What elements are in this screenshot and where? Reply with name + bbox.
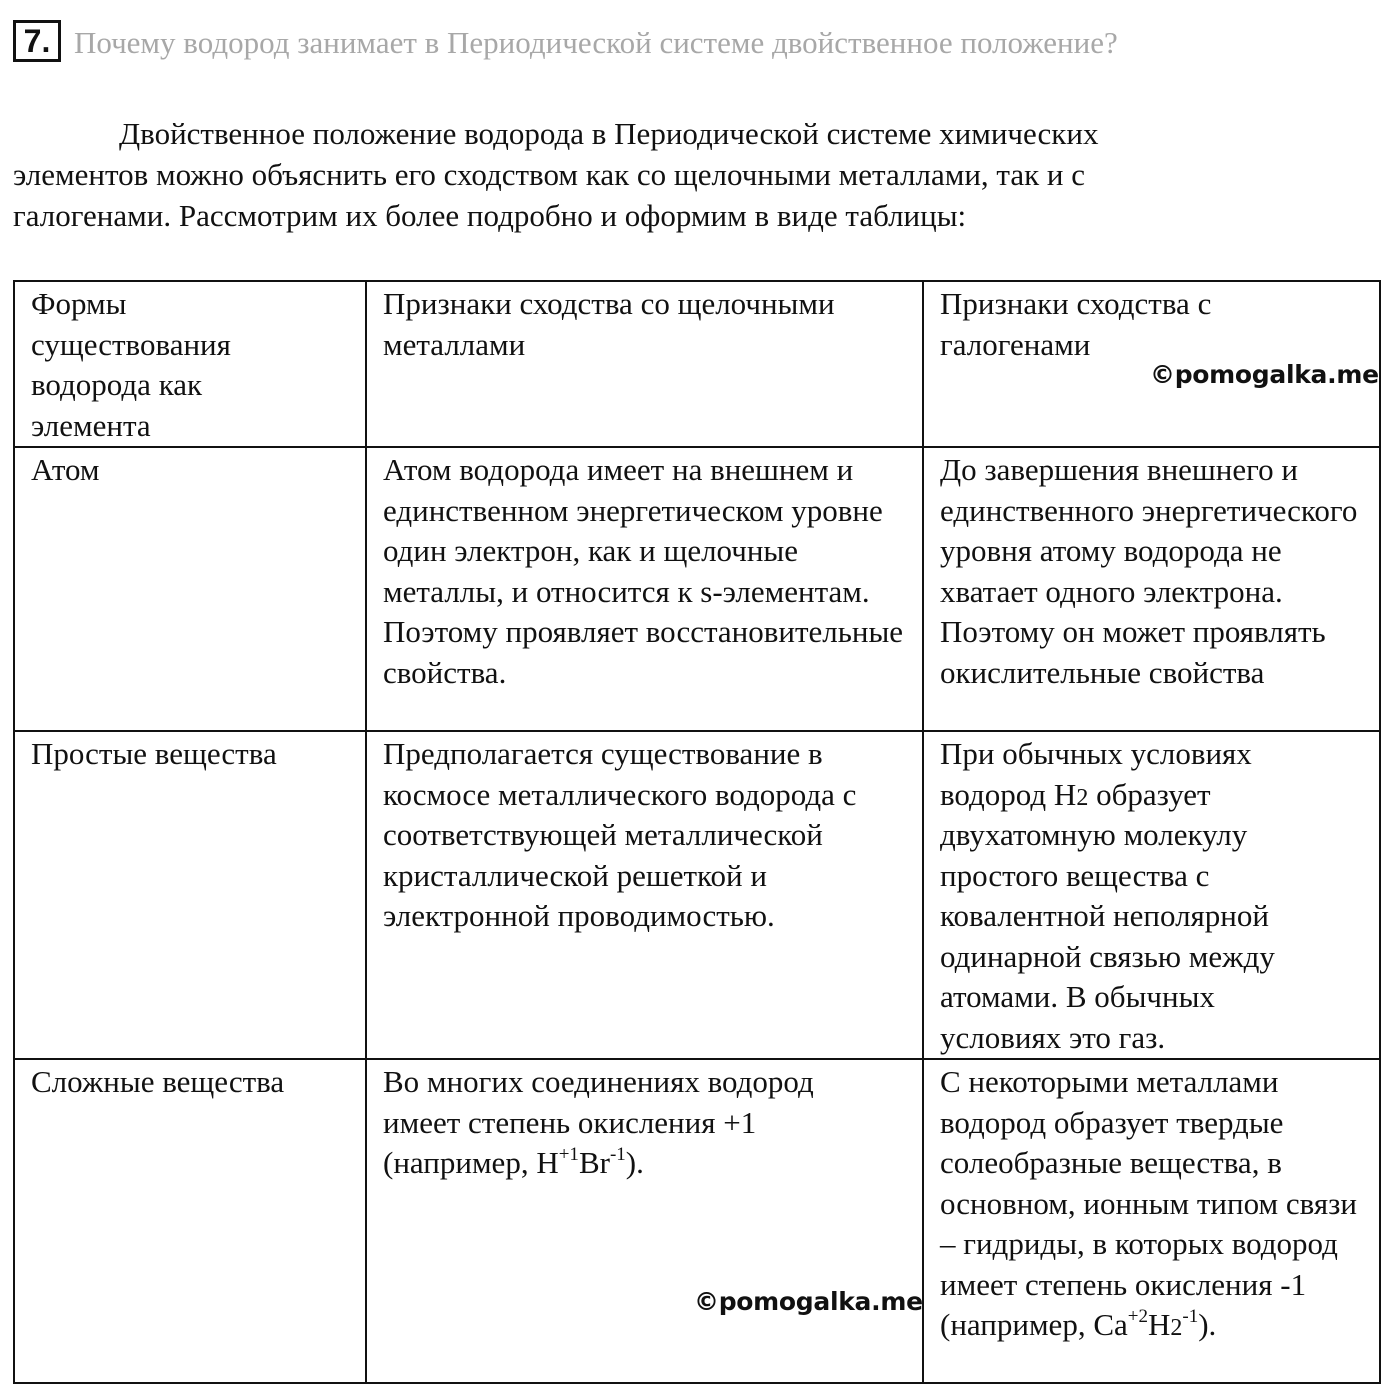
cell-alkali-complex: Во многих соединениях водород имеет степень окисления +1 (например, $H^{+1}Br^{-1}$). bbox=[366, 1059, 923, 1383]
intro-line-1: Двойственное положение водорода в Периодической системе химических bbox=[119, 116, 1099, 151]
cell-halogen-atom: До завершения внешнего и единственного энергетического уровня атому водорода не хватает одного электрона. Поэтому он может проявлять окислительные свойства bbox=[923, 447, 1380, 731]
cell-form-complex: Сложные вещества bbox=[14, 1059, 366, 1383]
intro-line-2: элементов можно объяснить его сходством как со щелочными металлами, так и с bbox=[13, 157, 1086, 192]
header-forms: Формы существования водорода как элемента bbox=[14, 281, 366, 447]
task-question: Почему водород занимает в Периодической системе двойственное положение? bbox=[74, 25, 1118, 60]
watermark: ©pomogalka.me bbox=[694, 1287, 923, 1316]
table-row bbox=[14, 731, 1380, 1059]
header-alkali: Признаки сходства со щелочными металлами bbox=[366, 281, 923, 447]
watermark: ©pomogalka.me bbox=[1150, 360, 1379, 389]
table-row bbox=[14, 447, 1380, 731]
table-row bbox=[14, 1059, 1380, 1383]
cell-alkali-simple: Предполагается существование в космосе металлического водорода с соответствующей металлической кристаллической решеткой и электронной проводимостью. bbox=[366, 731, 923, 1059]
cell-halogen-simple: При обычных условиях водород H2 образует двухатомную молекулу простого вещества с ковалентной неполярной одинарной связью между атомами. В обычных условиях это газ. bbox=[923, 731, 1380, 1059]
cell-halogen-complex: С некоторыми металлами водород образует твердые солеобразные вещества, в основном, ионным типом связи – гидриды, в которых водород имеет степень окисления -1 (например, $Ca^{+2}H2^{-1}$). bbox=[923, 1059, 1380, 1383]
comparison-table bbox=[13, 280, 1381, 1384]
cell-form-atom: Атом bbox=[14, 447, 366, 731]
header-halogen: Признаки сходства с галогенами bbox=[923, 281, 1380, 447]
task-number: 7. bbox=[13, 20, 61, 62]
cell-alkali-atom: Атом водорода имеет на внешнем и единственном энергетическом уровне один электрон, как и щелочные металлы, и относится к s-элементам. Поэтому проявляет восстановительные свойства. bbox=[366, 447, 923, 731]
intro-line-3: галогенами. Рассмотрим их более подробно и оформим в виде таблицы: bbox=[13, 198, 967, 233]
intro-paragraph bbox=[13, 113, 1313, 236]
cell-form-simple: Простые вещества bbox=[14, 731, 366, 1059]
